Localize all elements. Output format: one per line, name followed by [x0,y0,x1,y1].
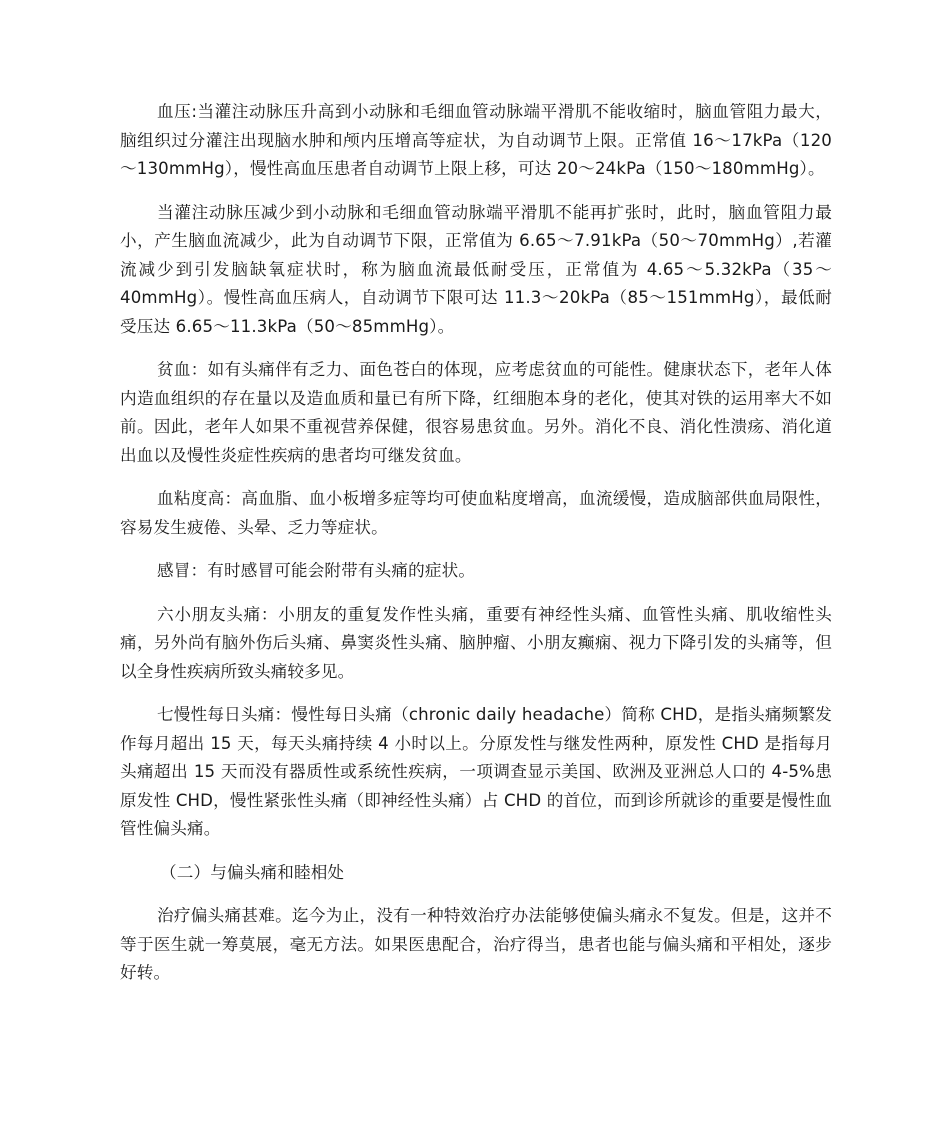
paragraph-chronic-daily-headache: 七慢性每日头痛：慢性每日头痛（chronic daily headache）简称 CHD，是指头痛频繁发作每月超出 15 天，每天头痛持续 4 小时以上。分原发性与继发性两种，原发性 CHD 是指每月头痛超出 15 天而没有器质性或系统性疾病，一项调查显示美国、欧洲及亚洲总人口的 4-5%患原发性 CHD，慢性紧张性头痛（即神经性头痛）占 CHD 的首位，而到诊所就诊的重要是慢性血管性偏头痛。 [120,705,832,838]
paragraph-migraine-treatment: 治疗偏头痛甚难。迄今为止，没有一种特效治疗办法能够使偏头痛永不复发。但是，这并不等于医生就一筹莫展，毫无方法。如果医患配合，治疗得当，患者也能与偏头痛和平相处，逐步好转。 [120,906,832,982]
paragraph-cold: 感冒：有时感冒可能会附带有头痛的症状。 [157,561,476,580]
paragraph-blood-viscosity: 血粘度高：高血脂、血小板增多症等均可使血粘度增高，血流缓慢，造成脑部供血局限性，容易发生疲倦、头晕、乏力等症状。 [120,489,832,537]
document-page [120,98,832,1003]
paragraph-anemia: 贫血：如有头痛伴有乏力、面色苍白的体现，应考虑贫血的可能性。健康状态下，老年人体内造血组织的存在量以及造血质和量已有所下降，红细胞本身的老化，使其对铁的运用率大不如前。因此，老年人如果不重视营养保健，很容易患贫血。另外。消化不良、消化性溃疡、消化道出血以及慢性炎症性疾病的患者均可继发贫血。 [120,360,832,465]
paragraph-blood-pressure-upper-limit: 血压:当灌注动脉压升高到小动脉和毛细血管动脉端平滑肌不能收缩时，脑血管阻力最大，脑组织过分灌注出现脑水肿和颅内压增高等症状，为自动调节上限。正常值 16～17kPa（120～130mmHg），慢性高血压患者自动调节上限上移，可达 20～24kPa（150～180mmHg）。 [120,102,832,178]
section-heading: （二）与偏头痛和睦相处 [160,862,345,882]
paragraph-child-headache: 六小朋友头痛：小朋友的重复发作性头痛，重要有神经性头痛、血管性头痛、肌收缩性头痛，另外尚有脑外伤后头痛、鼻窦炎性头痛、脑肿瘤、小朋友癫痫、视力下降引发的头痛等，但以全身性疾病所致头痛较多见。 [120,604,832,681]
paragraph-blood-pressure-lower-limit: 当灌注动脉压减少到小动脉和毛细血管动脉端平滑肌不能再扩张时，此时，脑血管阻力最小，产生脑血流减少，此为自动调节下限，正常值为 6.65～7.91kPa（50～70mmHg）,若灌流减少到引发脑缺氧症状时，称为脑血流最低耐受压，正常值为 4.65～5.32kPa（35～40mmHg）。慢性高血压病人，自动调节下限可达 11.3～20kPa（85～151mmHg），最低耐受压达 6.65～11.3kPa（50～85mmHg）。 [120,202,832,336]
